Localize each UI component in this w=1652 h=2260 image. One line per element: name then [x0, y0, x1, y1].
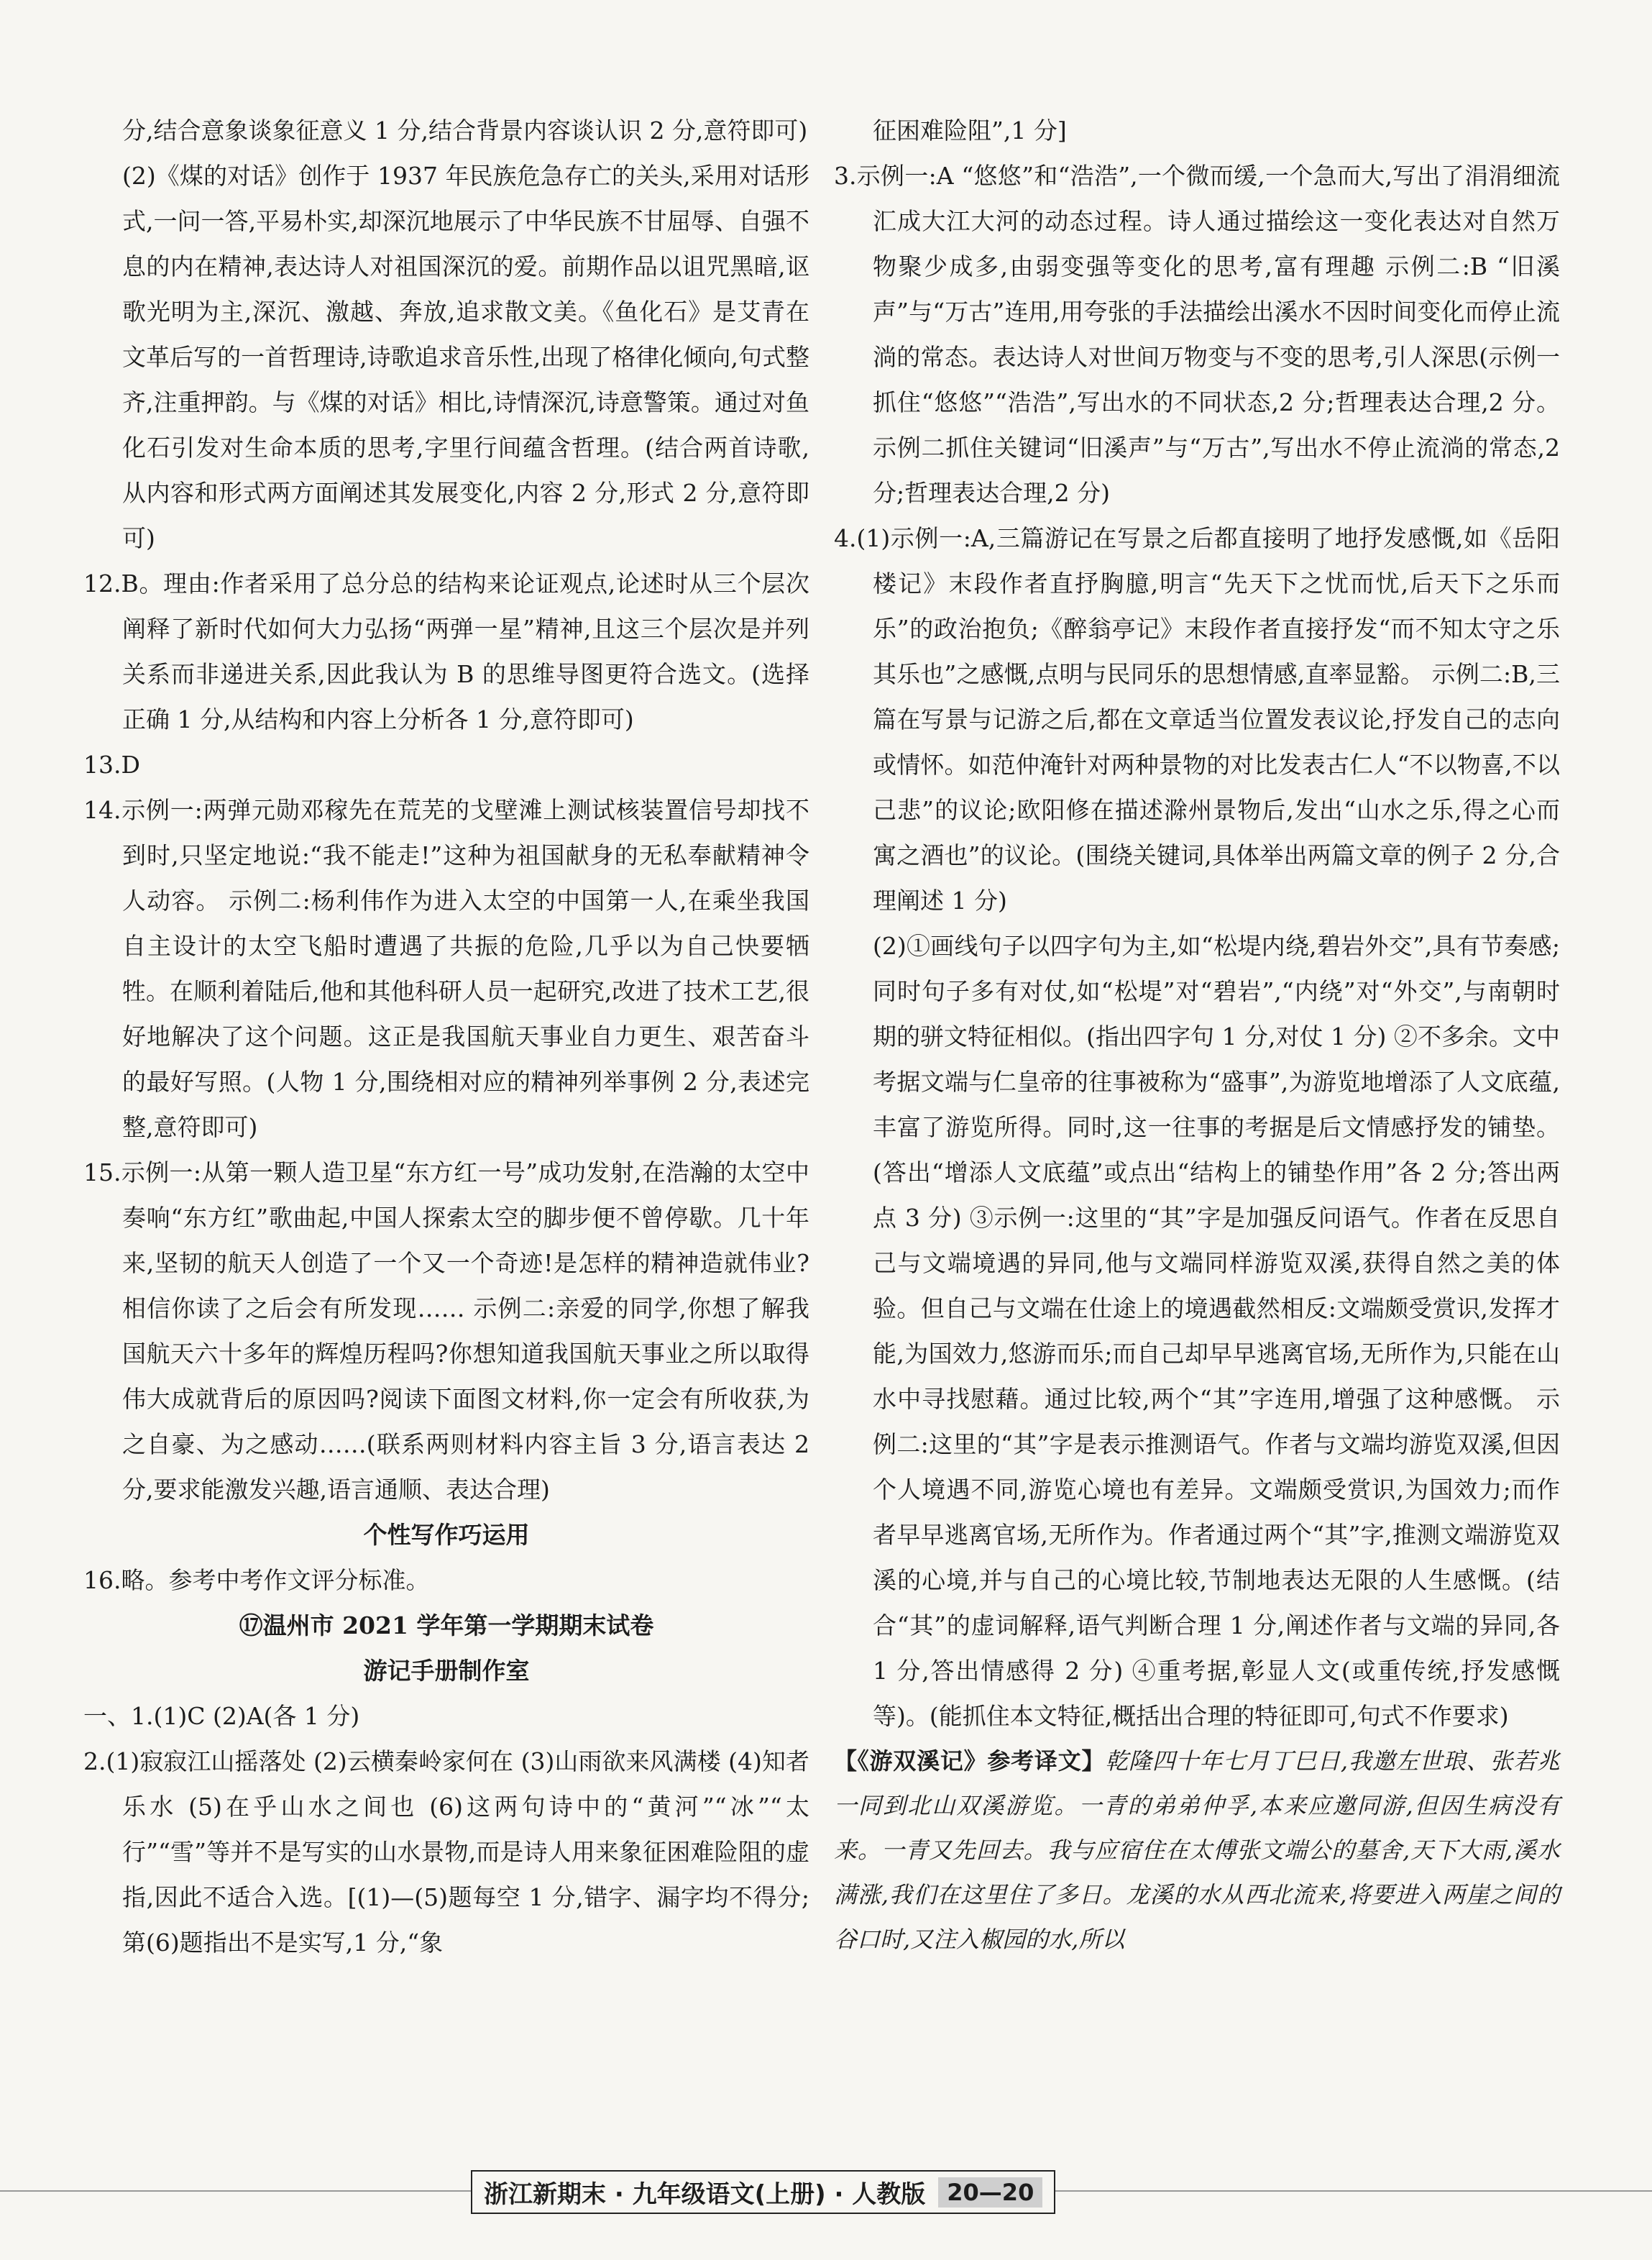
- exam-title: ⑰温州市 2021 学年第一学期期末试卷: [239, 1611, 654, 1639]
- translation-label: 【《游双溪记》参考译文】: [834, 1747, 1106, 1775]
- right-column: [834, 108, 1560, 1962]
- answer-11-continued: 分,结合意象谈象征意义 1 分,结合背景内容谈认识 2 分,意符即可): [122, 116, 808, 145]
- answer-12: 12.B。理由:作者采用了总分总的结构来论证观点,论述时从三个层次阐释了新时代如何大力弘扬“两弹一星”精神,且这三个层次是并列关系而非递进关系,因此我认为 B 的思维导图更符合选文。(选择正确 1 分,从结构和内容上分析各 1 分,意符即可): [83, 569, 809, 733]
- translation: [834, 1739, 1560, 1962]
- answer-3: 3.示例一:A “悠悠”和“浩浩”,一个微而缓,一个急而大,写出了涓涓细流汇成大江大河的动态过程。诗人通过描绘这一变化表达对自然万物聚少成多,由弱变强等变化的思考,富有理趣 示例二:B “旧溪声”与“万古”连用,用夸张的手法描绘出溪水不因时间变化而停止流淌的常态。表达诗人对世间万物变与不变的思考,引人深思(示例一抓住“悠悠”“浩浩”,写出水的不同状态,2 分;哲理表达合理,2 分。示例二抓住关键词“旧溪声”与“万古”,写出水不停止流淌的常态,2 分;哲理表达合理,2 分): [834, 162, 1560, 507]
- translation-text: 乾隆四十年七月丁巳日,我邀左世琅、张若兆一同到北山双溪游览。一青的弟弟仲孚,本来应邀同游,但因生病没有来。一青又先回去。我与应宿住在太傅张文端公的墓舍,天下大雨,溪水满涨,我们在这里住了多日。龙溪的水从西北流来,将要进入两崖之间的谷口时,又注入椒园的水,所以: [834, 1747, 1560, 1953]
- answer-2-continued: 征困难险阻”,1 分]: [873, 116, 1067, 145]
- answer-14: 14.示例一:两弹元勋邓稼先在荒芜的戈壁滩上测试核装置信号却找不到时,只坚定地说:“我不能走!”这种为祖国献身的无私奉献精神令人动容。 示例二:杨利伟作为进入太空的中国第一人,在乘坐我国自主设计的太空飞船时遭遇了共振的危险,几乎以为自己快要牺牲。在顺利着陆后,他和其他科研人员一起研究,改进了技术工艺,很好地解决了这个问题。这正是我国航天事业自力更生、艰苦奋斗的最好写照。(人物 1 分,围绕相对应的精神列举事例 2 分,表述完整,意符即可): [83, 796, 809, 1141]
- page-footer: [471, 2170, 1055, 2214]
- answer-1: 一、1.(1)C (2)A(各 1 分): [83, 1702, 360, 1730]
- answer-16: 16.略。参考中考作文评分标准。: [83, 1566, 430, 1594]
- page-number: 20—20: [938, 2177, 1042, 2208]
- answer-15: 15.示例一:从第一颗人造卫星“东方红一号”成功发射,在浩瀚的太空中奏响“东方红”歌曲起,中国人探索太空的脚步便不曾停歇。几十年来,坚韧的航天人创造了一个又一个奇迹!是怎样的精神造就伟业?相信你读了之后会有所发现…… 示例二:亲爱的同学,你想了解我国航天六十多年的辉煌历程吗?你想知道我国航天事业之所以取得伟大成就背后的原因吗?阅读下面图文材料,你一定会有所收获,为之自豪、为之感动……(联系两则材料内容主旨 3 分,语言表达 2 分,要求能激发兴趣,语言通顺、表达合理): [83, 1158, 809, 1504]
- answer-11-part2: (2)《煤的对话》创作于 1937 年民族危急存亡的关头,采用对话形式,一问一答,平易朴实,却深沉地展示了中华民族不甘屈辱、自强不息的内在精神,表达诗人对祖国深沉的爱。前期作品以诅咒黑暗,讴歌光明为主,深沉、激越、奔放,追求散文美。《鱼化石》是艾青在文革后写的一首哲理诗,诗歌追求音乐性,出现了格律化倾向,句式整齐,注重押韵。与《煤的对话》相比,诗情深沉,诗意警策。通过对鱼化石引发对生命本质的思考,字里行间蕴含哲理。(结合两首诗歌,从内容和形式两方面阐述其发展变化,内容 2 分,形式 2 分,意符即可): [122, 162, 809, 552]
- left-column: [83, 108, 809, 1965]
- answer-2: 2.(1)寂寂江山摇落处 (2)云横秦岭家何在 (3)山雨欲来风满楼 (4)知者乐水 (5)在乎山水之间也 (6)这两句诗中的“黄河”“冰”“太行”“雪”等并不是写实的山水景物,而是诗人用来象征困难险阻的虚指,因此不适合入选。[(1)—(5)题每空 1 分,错字、漏字均不得分;第(6)题指出不是实写,1 分,“象: [83, 1747, 809, 1957]
- section-heading-writing: 个性写作巧运用: [363, 1521, 530, 1549]
- answer-4-part1: 4.(1)示例一:A,三篇游记在写景之后都直接明了地抒发感慨,如《岳阳楼记》末段作者直抒胸臆,明言“先天下之忧而忧,后天下之乐而乐”的政治抱负;《醉翁亭记》末段作者直接抒发“而不知太守之乐其乐也”之感慨,点明与民同乐的思想情感,直率显豁。 示例二:B,三篇在写景与记游之后,都在文章适当位置发表议论,抒发自己的志向或情怀。如范仲淹针对两种景物的对比发表古仁人“不以物喜,不以己悲”的议论;欧阳修在描述滁州景物后,发出“山水之乐,得之心而寓之酒也”的议论。(围绕关键词,具体举出两篇文章的例子 2 分,合理阐述 1 分): [834, 524, 1560, 915]
- answer-4-part2: (2)①画线句子以四字句为主,如“松堤内绕,碧岩外交”,具有节奏感;同时句子多有对仗,如“松堤”对“碧岩”,“内绕”对“外交”,与南朝时期的骈文特征相似。(指出四字句 1 分,对仗 1 分) ②不多余。文中考据文端与仁皇帝的往事被称为“盛事”,为游览地增添了人文底蕴,丰富了游览所得。同时,这一往事的考据是后文情感抒发的铺垫。(答出“增添人文底蕴”或点出“结构上的铺垫作用”各 2 分;答出两点 3 分) ③示例一:这里的“其”字是加强反问语气。作者在反思自己与文端境遇的异同,他与文端同样游览双溪,获得自然之美的体验。但自己与文端在仕途上的境遇截然相反:文端颇受赏识,发挥才能,为国效力,悠游而乐;而自己却早早逃离官场,无所作为,只能在山水中寻找慰藉。通过比较,两个“其”字连用,增强了这种感慨。 示例二:这里的“其”字是表示推测语气。作者与文端均游览双溪,但因个人境遇不同,游览心境也有差异。文端颇受赏识,为国效力;而作者早早逃离官场,无所作为。作者通过两个“其”字,推测文端游览双溪的心境,并与自己的心境比较,节制地表达无限的人生感慨。(结合“其”的虚词解释,语气判断合理 1 分,阐述作者与文端的异同,各 1 分,答出情感得 2 分) ④重考据,彰显人文(或重传统,抒发感慨等)。(能抓住本文特征,概括出合理的特征即可,句式不作要求): [873, 932, 1560, 1730]
- section-heading-travel: 游记手册制作室: [363, 1657, 530, 1685]
- footer-title: 浙江新期末 · 九年级语文(上册) · 人教版: [484, 2180, 926, 2209]
- answer-13: 13.D: [83, 751, 140, 779]
